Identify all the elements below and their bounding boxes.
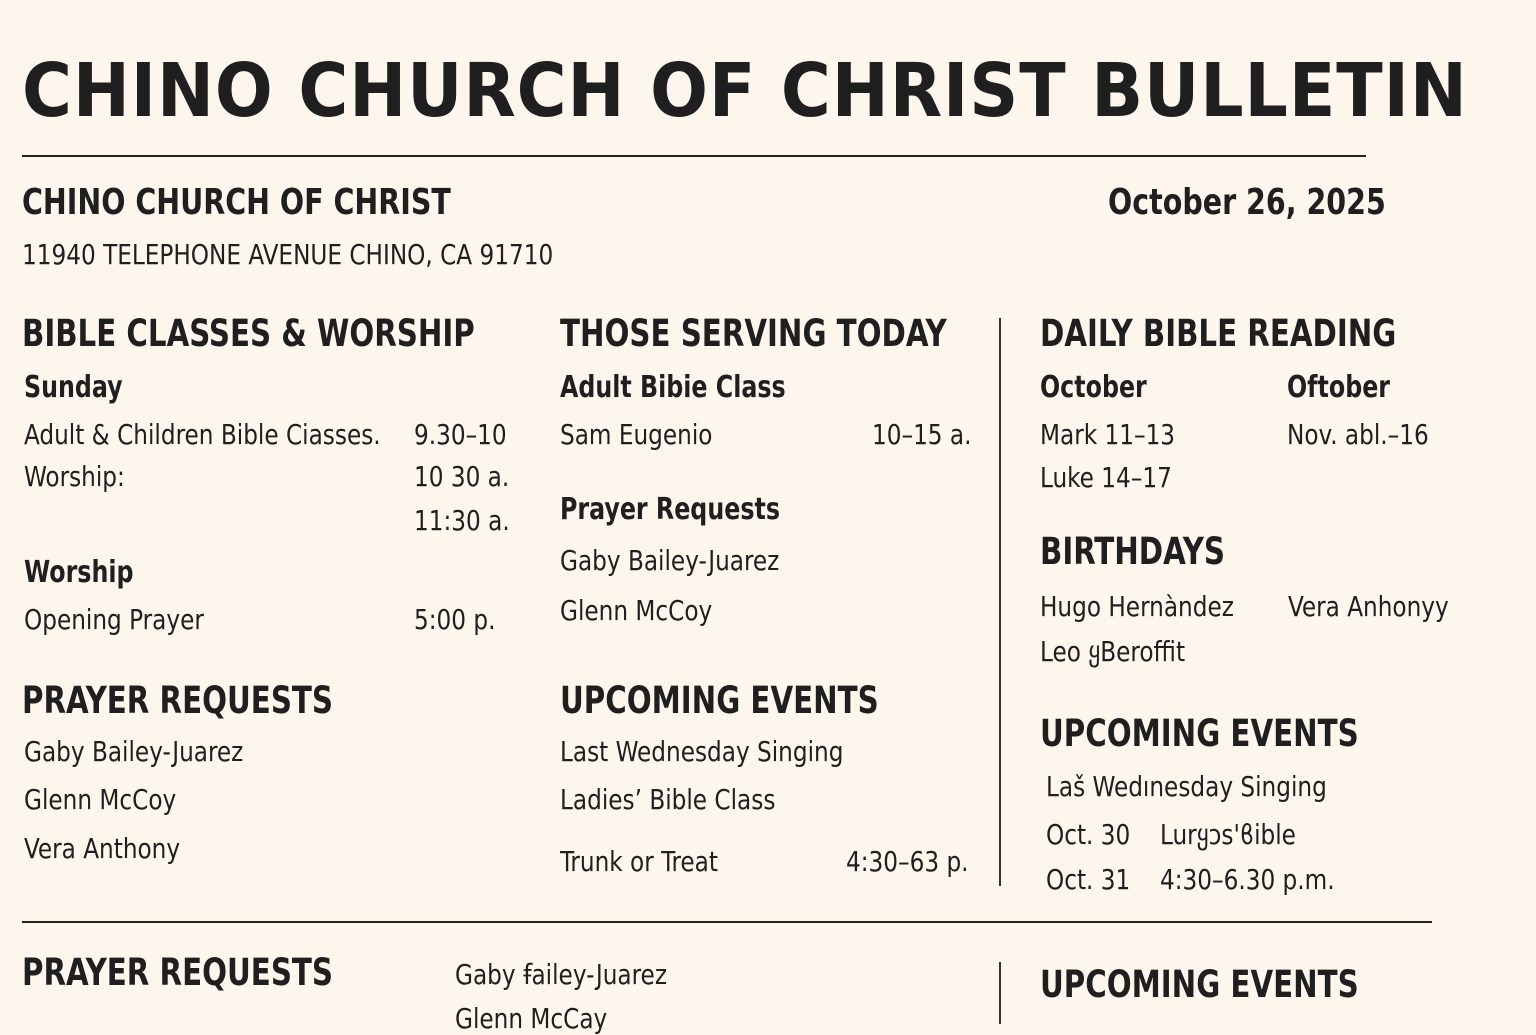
reading-item: Luke 14–17 bbox=[1040, 461, 1172, 494]
birthday-name: Leo ყBeroffit bbox=[1040, 635, 1186, 668]
event-item: Ladies’ Bible Class bbox=[560, 783, 776, 816]
trunk-or-treat-time: 4:30–63 p. bbox=[846, 845, 969, 878]
event-item: Laš Wedınesday Singing bbox=[1046, 770, 1327, 803]
event-date: Oct. 30 bbox=[1046, 818, 1131, 851]
adult-class-label: Adult Bibie Class bbox=[560, 370, 786, 405]
bottom-prayer-heading: PRAYER REQUESTS bbox=[22, 951, 334, 994]
worship-label: Worship: bbox=[24, 460, 125, 493]
reading-month-1: October bbox=[1040, 370, 1147, 405]
church-name: CHINO CHURCH OF CHRIST bbox=[22, 182, 451, 223]
serving-today-heading: THOSE SERVING TODAY bbox=[560, 312, 947, 355]
event-date: Oct. 31 bbox=[1046, 863, 1131, 896]
church-address: 11940 TELEPHONE AVENUE CHINO, CA 91710 bbox=[22, 238, 554, 271]
reading-item: Nov. abl.–16 bbox=[1287, 418, 1429, 451]
upcoming-events-heading: UPCOMING EVENTS bbox=[560, 679, 879, 722]
bulletin-date: October 26, 2025 bbox=[1108, 182, 1386, 223]
bottom-events-heading: UPCOMING EVENTS bbox=[1040, 963, 1359, 1006]
prayer-name: Vera Anthony bbox=[24, 832, 181, 865]
upcoming-events-heading: UPCOMING EVENTS bbox=[1040, 712, 1359, 755]
birthdays-heading: BIRTHDAYS bbox=[1040, 530, 1226, 573]
prayer-name: Glenn McCay bbox=[455, 1002, 608, 1035]
column-divider bbox=[999, 318, 1001, 886]
opening-prayer-label: Opening Prayer bbox=[24, 603, 204, 636]
worship-subheading: Worship bbox=[24, 555, 134, 590]
reading-month-2: Oftober bbox=[1287, 370, 1391, 405]
server-name: Sam Eugenio bbox=[560, 418, 713, 451]
prayer-name: Glenn McCoy bbox=[560, 594, 713, 627]
event-time: 4:30–6.30 p.m. bbox=[1160, 863, 1335, 896]
prayer-name: Gaby Bailey-Juarez bbox=[24, 735, 244, 768]
prayer-requests-subheading: Prayer Requests bbox=[560, 492, 780, 527]
prayer-name: Glenn McCoy bbox=[24, 783, 177, 816]
prayer-requests-heading: PRAYER REQUESTS bbox=[22, 679, 334, 722]
bulletin-title: CHINO CHURCH OF CHRIST BULLETIN bbox=[22, 48, 1468, 134]
server-time: 10–15 a. bbox=[872, 418, 972, 451]
daily-reading-heading: DAILY BIBLE READING bbox=[1040, 312, 1397, 355]
event-item: Last Wednesday Singing bbox=[560, 735, 844, 768]
worship-time-1: 10 30 a. bbox=[414, 460, 510, 493]
section-divider bbox=[22, 921, 1432, 923]
trunk-or-treat-label: Trunk or Treat bbox=[560, 845, 718, 878]
column-divider bbox=[999, 962, 1001, 1024]
classes-time: 9.30–10 bbox=[414, 418, 507, 451]
birthday-name: Vera Anhonyy bbox=[1288, 590, 1449, 623]
prayer-name: Gaby ꞙailey-Juarez bbox=[455, 958, 667, 991]
reading-item: Mark 11–13 bbox=[1040, 418, 1176, 451]
worship-time-2: 11:30 a. bbox=[414, 504, 510, 537]
bible-classes-heading: BIBLE CLASSES & WORSHIP bbox=[22, 312, 475, 355]
birthday-name: Hugo Hernàndez bbox=[1040, 590, 1234, 623]
opening-prayer-time: 5:00 p. bbox=[414, 603, 496, 636]
sunday-label: Sunday bbox=[24, 370, 123, 405]
prayer-name: Gaby Bailey-Juarez bbox=[560, 544, 780, 577]
title-divider bbox=[22, 155, 1366, 157]
event-item: Lurყɔs'ϐible bbox=[1160, 818, 1296, 851]
classes-label: Adult & Children Bible Ciasses. bbox=[24, 418, 381, 451]
